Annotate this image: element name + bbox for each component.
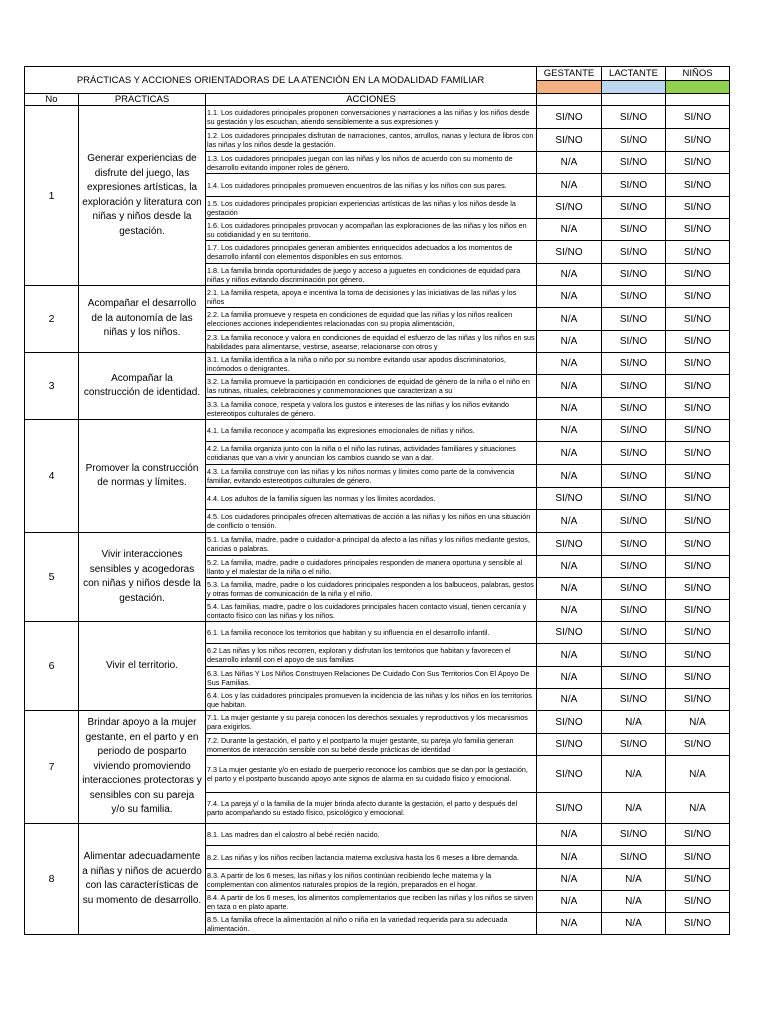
lactante-value-cell: N/A [602,711,666,734]
practice-cell: Alimentar adecuadamente a niñas y niños de acuerdo con las características de su momento de desarrollo. [79,824,206,935]
column-header-row [25,94,730,106]
gestante-value-cell: SI/NO [537,734,602,756]
gestante-value-cell: N/A [537,331,602,353]
action-cell [206,197,537,219]
action-text: 1.6. Los cuidadores principales provocan y acompañan las exploraciones de las niñas y los niños en su cotidianidad y en su territorio. [207,220,527,239]
action-text: 2.2. La familia promueve y respeta en condiciones de equidad que las niñas y los niños realicen elecciones acciones independientes relacionadas con su propia alimentación, [207,310,513,328]
lactante-value-cell: SI/NO [602,129,666,152]
table-row [25,533,730,556]
lactante-value-cell: SI/NO [602,241,666,264]
lactante-value-cell: SI/NO [602,510,666,533]
lactante-value-cell: SI/NO [602,465,666,488]
action-text: 5.4. Las familias, madre, padre o los cuidadores principales hacen contacto visual, tienen cercanía y contacto físico con las niñas y los niños. [207,601,527,620]
gestante-value-cell: N/A [537,510,602,533]
action-text: 6.2 Las niñas y los niños recorren, exploran y disfrutan los territorios que habitan y favorecen el desarrollo infantil con el apoyo de sus familias [207,646,511,664]
ninos-value-cell: SI/NO [666,286,730,308]
action-cell [206,667,537,689]
lactante-value-cell: SI/NO [602,644,666,667]
action-text: 3.2. La familia promueve la participación en condiciones de equidad de género de la niña o el niño en las rutinas, rituales, celebraciones y conmemoraciones que caracterizan a su [207,377,530,395]
action-cell [206,152,537,174]
gestante-value-cell: N/A [537,846,602,869]
action-cell [206,264,537,286]
ninos-value-cell: SI/NO [666,869,730,891]
action-text: 7.1. La mujer gestante y su pareja conocen los derechos sexuales y reproductivos y los mecanismos para exigirlos. [207,713,528,731]
row-number: 8 [25,824,79,935]
lactante-value-cell: SI/NO [602,308,666,331]
practice-cell: Brindar apoyo a la mujer gestante, en el parto y en periodo de posparto viviendo promoviendo interacciones protectoras y sensibles con su pareja y/o su familia. [79,711,206,824]
ninos-value-cell: N/A [666,711,730,734]
action-cell [206,488,537,510]
row-number: 6 [25,622,79,711]
lactante-value-cell: SI/NO [602,375,666,398]
action-text: 1.2. Los cuidadores principales disfrutan de narraciones, cantos, arrullos, nanas y lectura de libros con las niñas y los niños desde la gestación. [207,131,534,149]
action-cell [206,398,537,420]
practice-cell: Generar experiencias de disfrute del juego, las expresiones artísticas, la exploración y literatura con niñas y niños desde la gestación. [79,106,206,286]
gestante-value-cell: N/A [537,689,602,711]
action-text: 8.4. A partir de los 6 meses, los alimentos complementarios que reciben las niñas y los niños se sirven en taza o en plato aparte. [207,892,533,911]
gestante-value-cell: N/A [537,442,602,465]
lactante-value-cell: SI/NO [602,622,666,644]
action-cell [206,622,537,644]
table-row [25,824,730,846]
ninos-value-cell: SI/NO [666,556,730,578]
gestante-value-cell: N/A [537,264,602,286]
action-text: 8.1. Las madres dan el calostro al bebé recién nacido. [207,830,380,839]
ninos-value-cell: SI/NO [666,622,730,644]
action-text: 4.2. La familia organiza junto con la niña o el niño las rutinas, actividades familiares y situaciones cotidianas que van a vivir y anuncian los cambios cuando se van a dar. [207,444,516,462]
ninos-value-cell: SI/NO [666,488,730,510]
row-number: 2 [25,286,79,353]
lactante-value-cell: SI/NO [602,398,666,420]
gestante-value-cell: N/A [537,174,602,197]
action-cell [206,308,537,331]
lactante-value-cell: SI/NO [602,846,666,869]
lactante-value-cell: N/A [602,913,666,935]
practices-table [24,66,730,935]
lactante-value-cell: SI/NO [602,331,666,353]
practices-sheet [24,66,729,935]
practice-cell: Promover la construcción de normas y límites. [79,420,206,533]
practice-cell: Vivir el territorio. [79,622,206,711]
ninos-value-cell: SI/NO [666,241,730,264]
action-cell [206,913,537,935]
acciones-header: ACCIONES [206,94,537,106]
gestante-value-cell: N/A [537,913,602,935]
gestante-value-cell: N/A [537,420,602,442]
action-text: 1.1. Los cuidadores principales proponen conversaciones y narraciones a las niñas y los niños desde su gestación y los escuchan, atiendo sensiblemente a sus expresiones y [207,108,530,126]
ninos-value-cell: SI/NO [666,913,730,935]
gestante-value-cell: SI/NO [537,711,602,734]
action-text: 1.8. La familia brinda oportunidades de juego y acceso a juguetes en condiciones de equidad para niñas y niños evitando discriminación por género. [207,265,521,284]
action-text: 5.3. La familia, madre, padre o los cuidadores principales responden a los balbuceos, palabras, gestos y otras formas de comunicación de la niña y el niño. [207,579,534,598]
action-cell [206,556,537,578]
lactante-value-cell: SI/NO [602,556,666,578]
no-header: No [25,94,79,106]
table-title: PRÁCTICAS Y ACCIONES ORIENTADORAS DE LA ATENCIÓN EN LA MODALIDAD FAMILIAR [25,67,537,94]
gestante-value-cell: SI/NO [537,129,602,152]
table-row [25,622,730,644]
lactante-value-cell: SI/NO [602,578,666,600]
gestante-value-cell: SI/NO [537,622,602,644]
action-text: 4.5. Los cuidadores principales ofrecen alternativas de acción a las niñas y los niños en una situación de conflicto o tensión. [207,512,531,530]
ninos-value-cell: SI/NO [666,891,730,913]
row-number: 3 [25,353,79,420]
header-row-top [25,67,730,81]
ninos-value-cell: SI/NO [666,174,730,197]
action-cell [206,756,537,793]
action-text: 8.3. A partir de los 6 meses, las niñas y los niños continúan recibiendo leche materna y la complementan con alimentos naturales propios de la región, preparados en el hogar. [207,870,492,889]
action-cell [206,689,537,711]
ninos-value-cell: SI/NO [666,219,730,241]
gestante-value-cell: N/A [537,578,602,600]
gestante-value-cell: SI/NO [537,793,602,824]
ninos-value-cell: SI/NO [666,824,730,846]
ninos-color-swatch [666,81,730,94]
action-cell [206,219,537,241]
gestante-value-cell: N/A [537,667,602,689]
gestante-color-swatch [537,81,602,94]
action-cell [206,846,537,869]
action-text: 4.3. La familia construye con las niñas y los niños normas y límites como parte de la convivencia familiar, evitando estereotipos culturales de género. [207,467,515,485]
row-number: 1 [25,106,79,286]
col-ninos: NIÑOS [666,67,730,81]
blank-header-gestante [537,94,602,106]
action-cell [206,174,537,197]
ninos-value-cell: SI/NO [666,420,730,442]
gestante-value-cell: N/A [537,869,602,891]
gestante-value-cell: N/A [537,375,602,398]
gestante-value-cell: N/A [537,308,602,331]
lactante-value-cell: SI/NO [602,442,666,465]
action-cell [206,286,537,308]
lactante-value-cell: SI/NO [602,420,666,442]
action-cell [206,891,537,913]
action-cell [206,600,537,622]
gestante-value-cell: N/A [537,824,602,846]
action-text: 6.3. Las Niñas Y Los Niños Construyen Relaciones De Cuidado Con Sus Territorios Con El Apoyo De Sus Familias. [207,668,530,687]
gestante-value-cell: N/A [537,465,602,488]
ninos-value-cell: SI/NO [666,846,730,869]
action-cell [206,711,537,734]
gestante-value-cell: SI/NO [537,241,602,264]
action-cell [206,129,537,152]
ninos-value-cell: SI/NO [666,510,730,533]
ninos-value-cell: SI/NO [666,644,730,667]
lactante-value-cell: N/A [602,869,666,891]
ninos-value-cell: SI/NO [666,398,730,420]
blank-header-ninos [666,94,730,106]
action-text: 4.4. Los adultos de la familia siguen las normas y los límites acordados. [207,494,436,503]
lactante-value-cell: SI/NO [602,734,666,756]
action-cell [206,533,537,556]
action-text: 6.1. La familia reconoce los territorios que habitan y su influencia en el desarrollo infantil. [207,628,490,637]
ninos-value-cell: N/A [666,793,730,824]
table-row [25,106,730,129]
action-cell [206,442,537,465]
lactante-value-cell: SI/NO [602,264,666,286]
action-text: 7.4. La pareja y/ o la familia de la mujer brinda afecto durante la gestación, el parto y después del parto acompañando su estado físico, psicológico y emocional. [207,799,518,817]
ninos-value-cell: SI/NO [666,264,730,286]
action-text: 4.1. La familia reconoce y acompaña las expresiones emocionales de niñas y niños. [207,426,475,435]
action-cell [206,331,537,353]
gestante-value-cell: N/A [537,600,602,622]
ninos-value-cell: SI/NO [666,106,730,129]
blank-header-lactante [602,94,666,106]
gestante-value-cell: SI/NO [537,197,602,219]
ninos-value-cell: SI/NO [666,197,730,219]
lactante-value-cell: N/A [602,756,666,793]
row-number: 4 [25,420,79,533]
lactante-value-cell: N/A [602,793,666,824]
action-text: 1.7. Los cuidadores principales generan ambientes enriquecidos adecuados a los momentos de desarrollo infantil con elementos disponibles en sus entornos. [207,243,513,261]
table-row [25,711,730,734]
lactante-value-cell: SI/NO [602,286,666,308]
action-cell [206,869,537,891]
practice-cell: Acompañar el desarrollo de la autonomía de las niñas y los niños. [79,286,206,353]
action-cell [206,106,537,129]
lactante-value-cell: SI/NO [602,219,666,241]
action-text: 2.3. La familia reconoce y valora en condiciones de equidad el esfuerzo de las niñas y los niños en sus habilidades para alimentarse, vestirse, asearse, relacionarse con otros y [207,332,535,351]
practice-cell: Acompañar la construcción de identidad. [79,353,206,420]
action-text: 7.2. Durante la gestación, el parto y el postparto la mujer gestante, su pareja y/o familia generan momentos de interacción sensible con su bebé desde prácticas de identidad [207,735,514,754]
action-text: 5.1. La familia, madre, padre o cuidador-a principal da afecto a las niñas y los niños mediante gestos, caricias o palabras. [207,535,530,553]
ninos-value-cell: SI/NO [666,667,730,689]
action-cell [206,241,537,264]
action-text: 6.4. Los y las cuidadores principales promueven la incidencia de las niñas y los niños en los territorios que habitan. [207,690,532,709]
action-cell [206,510,537,533]
action-cell [206,353,537,375]
col-gestante: GESTANTE [537,67,602,81]
action-text: 8.5. La familia ofrece la alimentación al niño o niña en la variedad requerida para su adecuada alimentación. [207,914,508,933]
gestante-value-cell: N/A [537,556,602,578]
ninos-value-cell: SI/NO [666,353,730,375]
gestante-value-cell: SI/NO [537,106,602,129]
ninos-value-cell: SI/NO [666,734,730,756]
col-lactante: LACTANTE [602,67,666,81]
gestante-value-cell: SI/NO [537,533,602,556]
lactante-value-cell: SI/NO [602,152,666,174]
action-text: 1.4. Los cuidadores principales promueven encuentros de las niñas y los niños con sus pares. [207,180,507,190]
ninos-value-cell: SI/NO [666,600,730,622]
action-text: 1.5. Los cuidadores principales propician experiencias artísticas de las niñas y los niños desde la gestación [207,198,516,217]
action-cell [206,824,537,846]
ninos-value-cell: SI/NO [666,129,730,152]
gestante-value-cell: N/A [537,891,602,913]
action-cell [206,734,537,756]
lactante-value-cell: SI/NO [602,174,666,197]
ninos-value-cell: N/A [666,756,730,793]
lactante-value-cell: N/A [602,891,666,913]
gestante-value-cell: SI/NO [537,488,602,510]
table-row [25,286,730,308]
action-text: 1.3. Los cuidadores principales juegan con las niñas y los niños de acuerdo con su momento de desarrollo evitando imponer roles de género. [207,153,513,172]
ninos-value-cell: SI/NO [666,689,730,711]
ninos-value-cell: SI/NO [666,331,730,353]
table-row [25,420,730,442]
lactante-value-cell: SI/NO [602,106,666,129]
lactante-value-cell: SI/NO [602,488,666,510]
row-number: 7 [25,711,79,824]
gestante-value-cell: SI/NO [537,756,602,793]
table-row [25,353,730,375]
action-cell [206,578,537,600]
ninos-value-cell: SI/NO [666,533,730,556]
action-text: 3.1. La familia identifica a la niña o niño por su nombre evitando usar apodos discriminatorios, incómodos o denigrantes. [207,354,506,373]
lactante-value-cell: SI/NO [602,600,666,622]
lactante-value-cell: SI/NO [602,689,666,711]
action-text: 8.2. Las niñas y los niños reciben lactancia materna exclusiva hasta los 6 meses a libre demanda. [207,852,520,862]
practice-cell: Vivir interacciones sensibles y acogedoras con niñas y niños desde la gestación. [79,533,206,622]
gestante-value-cell: N/A [537,219,602,241]
lactante-value-cell: SI/NO [602,667,666,689]
practicas-header: PRACTICAS [79,94,206,106]
gestante-value-cell: N/A [537,286,602,308]
gestante-value-cell: N/A [537,353,602,375]
ninos-value-cell: SI/NO [666,465,730,488]
gestante-value-cell: N/A [537,152,602,174]
row-number: 5 [25,533,79,622]
action-cell [206,644,537,667]
ninos-value-cell: SI/NO [666,442,730,465]
action-text: 2.1. La familia respeta, apoya e incentiva la toma de decisiones y las iniciativas de las niñas y los niños [207,287,517,306]
ninos-value-cell: SI/NO [666,152,730,174]
action-cell [206,465,537,488]
gestante-value-cell: N/A [537,644,602,667]
ninos-value-cell: SI/NO [666,578,730,600]
ninos-value-cell: SI/NO [666,375,730,398]
action-cell [206,375,537,398]
lactante-value-cell: SI/NO [602,824,666,846]
action-text: 7.3 La mujer gestante y/o en estado de puerperio reconoce los cambios que se dan por la gestación, el parto y el postparto buscando apoyo ante signos de alarma en su cuidado físico y emocional. [207,765,528,783]
action-text: 3.3. La familia conoce, respeta y valora los gustos e intereses de las niñas y los niños evitando estereotipos culturales de género. [207,399,510,418]
action-cell [206,793,537,824]
ninos-value-cell: SI/NO [666,308,730,331]
lactante-value-cell: SI/NO [602,533,666,556]
lactante-color-swatch [602,81,666,94]
lactante-value-cell: SI/NO [602,353,666,375]
action-text: 5.2. La familia, madre, padre o cuidadores principales responden de manera oportuna y sensible al llanto y el malestar de la niña o el niño. [207,557,523,576]
gestante-value-cell: N/A [537,398,602,420]
action-cell [206,420,537,442]
lactante-value-cell: SI/NO [602,197,666,219]
